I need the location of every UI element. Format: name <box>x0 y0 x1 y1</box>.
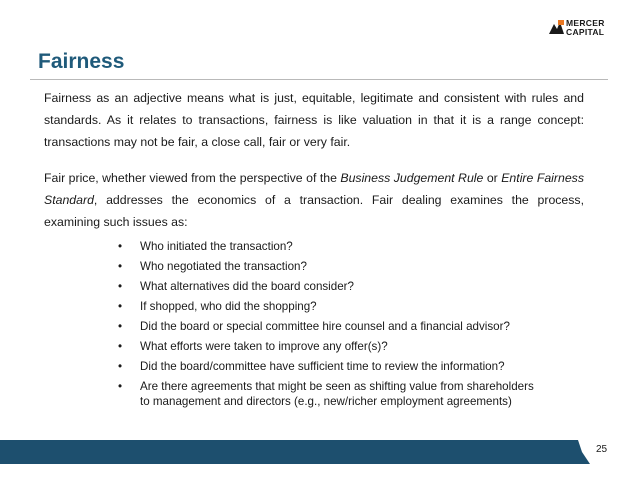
list-item-text: Did the board/committee have sufficient time to review the information? <box>140 360 505 373</box>
paragraph-fair-price <box>44 167 584 233</box>
fair-dealing-issues-list <box>118 239 588 409</box>
list-item <box>118 319 588 339</box>
logo-line-1: MERCER <box>566 18 605 28</box>
paragraph-text: Fair price, whether viewed from the perspective of the <box>44 171 341 185</box>
paragraph-fairness-definition: Fairness as an adjective means what is just, equitable, legitimate and consistent with rules and standards. As it relates to transactions, fairness is like valuation in that it is a range concept: transactions may not be fair, a close call, fair or very fair. <box>44 91 584 149</box>
page-title: Fairness <box>38 50 125 73</box>
bullet-icon: • <box>118 240 123 253</box>
list-item <box>118 339 588 359</box>
logo-line-2: CAPITAL <box>566 27 605 37</box>
title-divider <box>30 79 608 80</box>
entire-fairness-standard: Entire Fairness Standard <box>44 171 584 207</box>
list-item <box>118 359 588 379</box>
list-item-text: Who negotiated the transaction? <box>140 260 307 273</box>
list-item-text: What efforts were taken to improve any offer(s)? <box>140 340 388 353</box>
business-judgement-rule: Business Judgement Rule <box>340 171 484 185</box>
list-item <box>118 259 588 279</box>
list-item-text: If shopped, who did the shopping? <box>140 300 317 313</box>
list-item-text: Did the board or special committee hire counsel and a financial advisor? <box>140 320 510 333</box>
bullet-icon: • <box>118 260 123 273</box>
list-item-text: What alternatives did the board consider? <box>140 280 354 293</box>
paragraph-text: , addresses the economics of a transaction. Fair dealing examines the process, examining such issues as: <box>44 193 584 229</box>
list-item-text: Who initiated the transaction? <box>140 240 293 253</box>
logo-mark-icon <box>548 18 566 38</box>
bullet-icon: • <box>118 380 123 393</box>
list-item <box>118 279 588 299</box>
bullet-icon: • <box>118 320 123 333</box>
page-number: 25 <box>596 444 608 455</box>
paragraph-text: or <box>483 171 502 185</box>
footer-band <box>0 440 638 464</box>
list-item-text-continued: to management and directors (e.g., new/richer employment agreements) <box>140 395 512 408</box>
list-item <box>118 379 588 409</box>
list-item <box>118 239 588 259</box>
bullet-icon: • <box>118 280 123 293</box>
logo-text <box>566 19 605 37</box>
bullet-icon: • <box>118 360 123 373</box>
bullet-icon: • <box>118 300 123 313</box>
bullet-icon: • <box>118 340 123 353</box>
list-item-text: Are there agreements that might be seen as shifting value from shareholders <box>140 380 534 393</box>
list-item <box>118 299 588 319</box>
mercer-capital-logo <box>548 18 628 38</box>
footer-graphic <box>0 440 638 464</box>
